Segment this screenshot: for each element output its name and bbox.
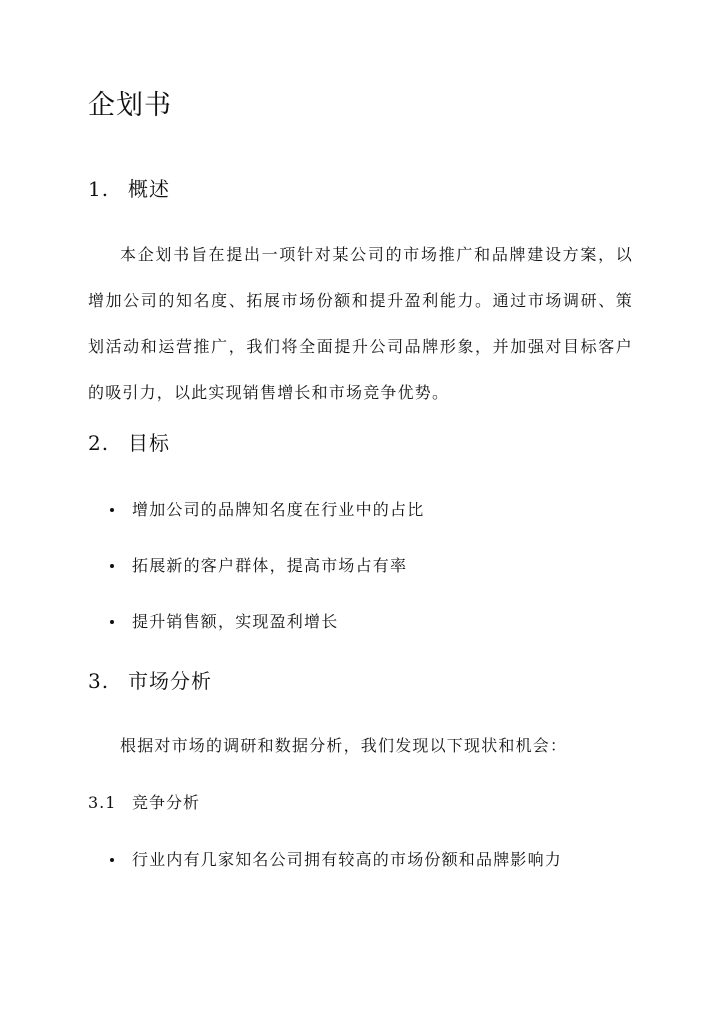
section-number: 3. [88,669,110,693]
subsection-number: 3.1 [88,793,117,812]
bullet-icon [110,858,114,862]
bullet-icon [110,620,114,624]
section-number: 2. [88,431,110,455]
section-heading-market-analysis [88,666,212,696]
subsection-title: 竞争分析 [132,793,201,812]
section-title: 概述 [128,177,170,201]
list-item [88,498,633,522]
list-item-text: 增加公司的品牌知名度在行业中的占比 [132,500,425,519]
section-title: 市场分析 [128,669,212,693]
overview-paragraph: 本企划书旨在提出一项针对某公司的市场推广和品牌建设方案，以增加公司的知名度、拓展市场份额和提升盈利能力。通过市场调研、策划活动和运营推广，我们将全面提升公司品牌形象，并加强对目标客户的吸引力，以此实现销售增长和市场竞争优势。 [88,245,633,402]
goals-list [88,498,633,634]
list-item [88,554,633,578]
section-heading-goals [88,428,170,458]
subsection-heading-competition [88,791,200,815]
section-heading-overview [88,174,170,204]
competition-list [88,848,633,872]
market-analysis-paragraph: 根据对市场的调研和数据分析，我们发现以下现状和机会： [120,736,568,755]
list-item [88,610,633,634]
section-title: 目标 [128,431,170,455]
section-number: 1. [88,177,110,201]
list-item-text: 提升销售额，实现盈利增长 [132,612,339,631]
list-item [88,848,633,872]
list-item-text: 拓展新的客户群体，提高市场占有率 [132,556,408,575]
document-title: 企划书 [88,90,172,121]
list-item-text: 行业内有几家知名公司拥有较高的市场份额和品牌影响力 [132,850,563,869]
bullet-icon [110,564,114,568]
bullet-icon [110,508,114,512]
